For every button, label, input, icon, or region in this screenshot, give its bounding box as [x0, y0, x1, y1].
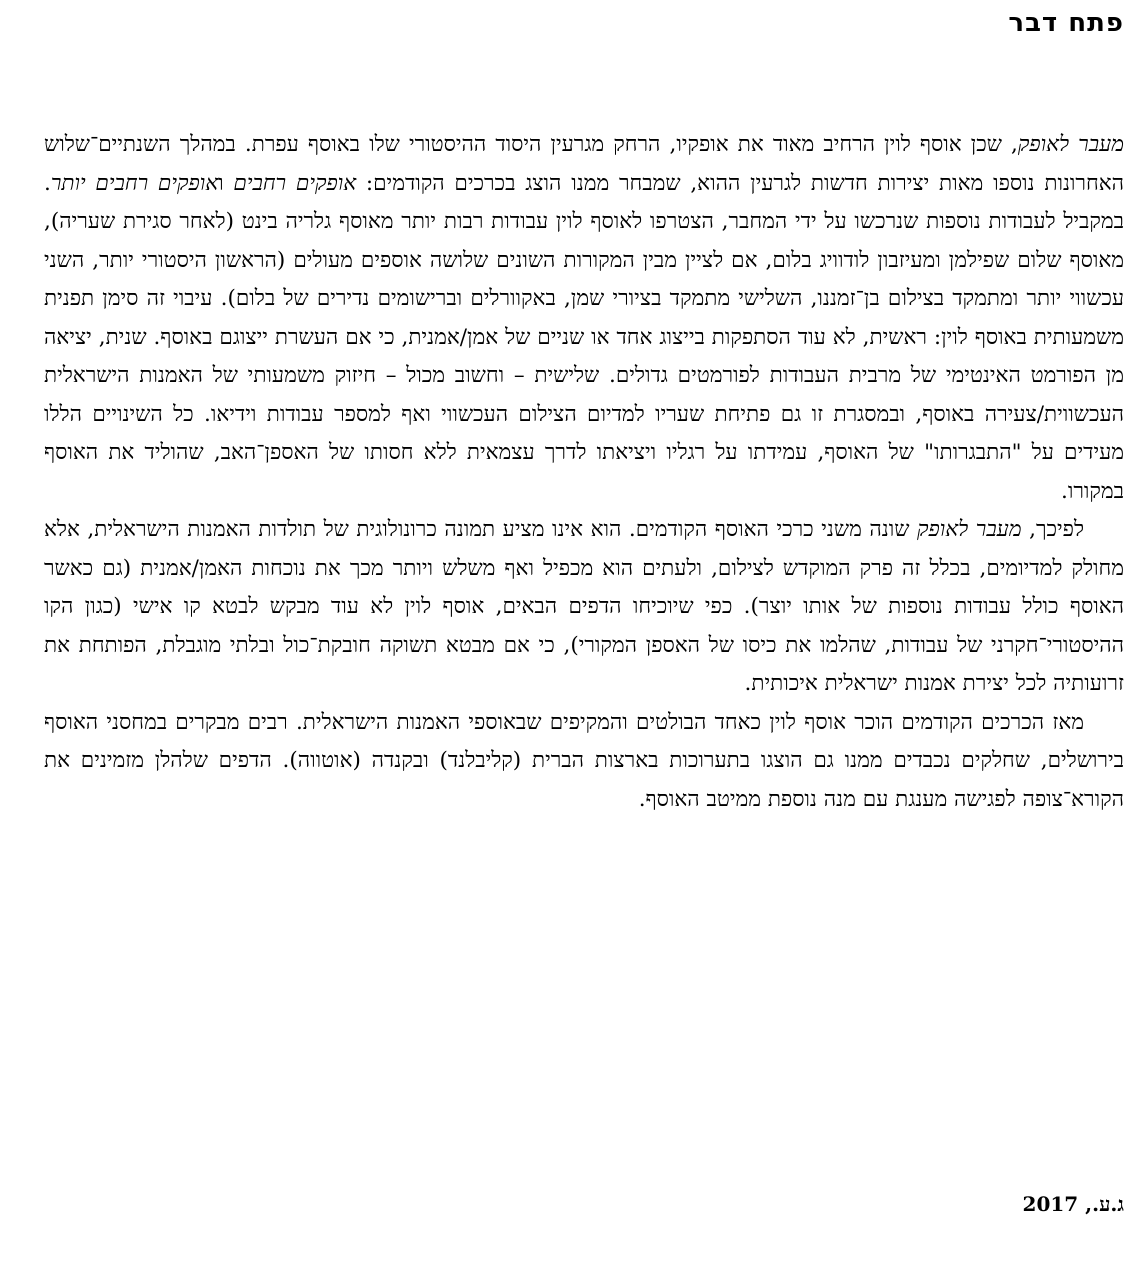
signature-date: ג.ע., 2017 [1022, 1192, 1124, 1216]
work-title: מעבר לאופק [916, 517, 1022, 542]
text-run: לפיכך, [1021, 517, 1084, 542]
page-title: פתח דבר [1008, 8, 1124, 38]
document-page [44, 0, 1124, 1263]
text-run: מאז הכרכים הקודמים הוכר אוסף לוין כאחד הבולטים והמקיפים שבאוספי האמנות הישראלית. רבים מבקרים במחסני האוסף בירושלים, שחלקים נכבדים ממנו גם הוצגו בתערוכות בארצות הברית (קליבלנד) ובקנדה (אוטווה). הדפים שלהלן מזמינים את הקורא־צופה לפגישה מענגת עם מנה נוספת ממיטב האוסף. [44, 709, 1124, 812]
work-title: אופקים רחבים [233, 170, 357, 196]
text-run: . במקביל לעבודות נוספות שנרכשו על ידי המחבר, הצטרפו לאוסף לוין עבודות רבות יותר מאוסף גלריה בינט (לאחר סגירת שעריה), מאוסף שלום שפילמן ומעיזבון לודוויג בלום, אם לציין מבין המקורות השונים שלושה אוספים מעולים (הראשון היסטורי יותר, השני עכשווי יותר ומתמקד בצילום בן־זמננו, השלישי מתמקד בציורי שמן, באקוורלים וברישומים נדירים של בלום). עיבוי זה סימן תפנית משמעותית באוסף לוין: ראשית, לא עוד הסתפקות בייצוג אחד או שניים של אמן/אמנית, כי אם העשרת ייצוגם באוסף. שנית, יציאה מן הפורמט האינטימי של מרבית העבודות לפורמטים גדולים. שלישית – וחשוב מכול – חיזוק משמעותי של האמנות הישראלית העכשווית/צעירה באוסף, ובמסגרת זו גם פתיחת שעריו למדיום הצילום העכשווי ואף למספר עבודות וידיאו. כל השינויים הללו מעידים על "התבגרותו" של האוסף, עמידתו על רגליו ויציאתו לדרך עצמאית ללא חסותו של האספן־האב, שהוליד את האוסף במקורו. [44, 170, 1124, 504]
body-text [44, 126, 1124, 819]
text-run: שונה משני כרכי האוסף הקודמים. הוא אינו מציע תמונה כרונולוגית של תולדות האמנות הישראלית, אלא מחולק למדיומים, בכלל זה פרק המוקדש לצילום, ולעתים הוא מכפיל ואף משלש ויותר מכך את נוכחות האמן/אמנית (גם כאשר האוסף כולל עבודות נוספות של אותו יוצר). כפי שיוכיחו הדפים הבאים, אוסף לוין לא עוד מבקש לבטא קו אישי (כגון הקו ההיסטורי־חקרני של עבודות, שהלמו את כיסו של האספן המקורי), כי אם מבטא תשוקה חובקת־כול ובלתי מוגבלת, הפותחת את זרועותיה לכל יצירת אמנות ישראלית איכותית. [44, 517, 1124, 696]
paragraph-1 [44, 126, 1124, 511]
paragraph-3 [44, 704, 1124, 820]
work-title: אופקים רחבים יותר [50, 170, 219, 196]
text-run: , שכן אוסף לוין הרחיב מאוד את אופקיו, הרחק מגרעין היסוד ההיסטורי שלו באוסף עפרת. במהלך השנתיים־שלוש האחרונות נוספו מאות יצירות חדשות לגרעין ההוא, שמבחר ממנו הוצג בכרכים הקודמים: [44, 132, 1124, 196]
paragraph-2 [44, 511, 1124, 704]
text-run: ו [218, 170, 234, 196]
work-title: מעבר לאופק [1017, 132, 1125, 157]
